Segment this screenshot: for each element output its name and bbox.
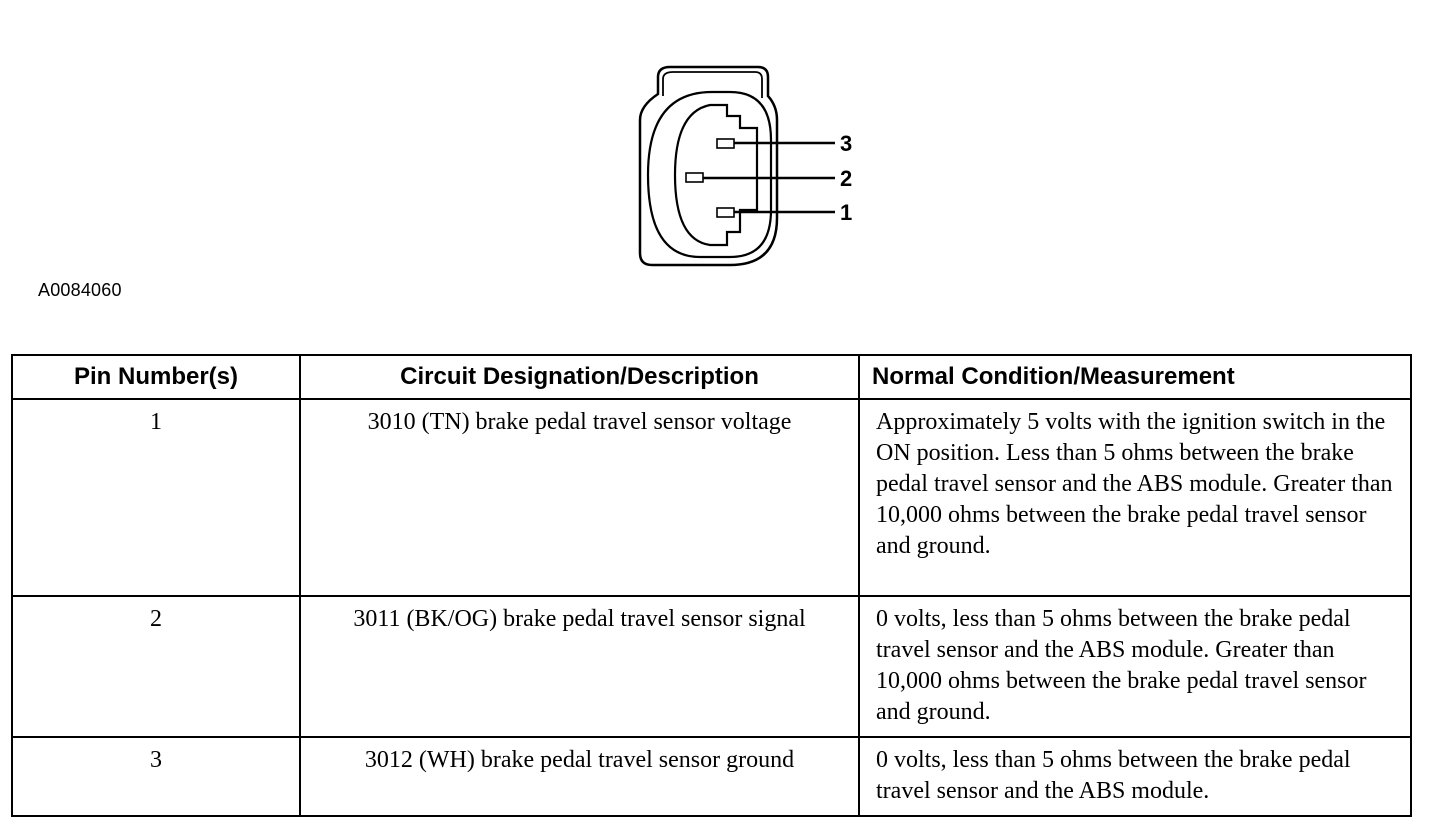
- pin-3-terminal: [717, 139, 734, 148]
- measurement-cell: 0 volts, less than 5 ohms between the brake pedal travel sensor and the ABS module.: [859, 737, 1411, 816]
- header-circuit-designation: Circuit Designation/Description: [300, 355, 859, 399]
- measurement-cell: 0 volts, less than 5 ohms between the brake pedal travel sensor and the ABS module. Greater than 10,000 ohms between the brake pedal travel sensor and ground.: [859, 596, 1411, 737]
- pin-2-label: 2: [840, 166, 853, 191]
- pin-number-cell: 3: [12, 737, 300, 816]
- pinout-table: [11, 354, 1412, 817]
- table-row: [12, 399, 1411, 596]
- pin-number-cell: 1: [12, 399, 300, 596]
- measurement-cell: Approximately 5 volts with the ignition switch in the ON position. Less than 5 ohms between the brake pedal travel sensor and the ABS module. Greater than 10,000 ohms between the brake pedal travel sensor and ground.: [859, 399, 1411, 596]
- circuit-cell: 3011 (BK/OG) brake pedal travel sensor signal: [300, 596, 859, 737]
- pin-2-terminal: [686, 173, 703, 182]
- connector-latch-line: [663, 72, 673, 96]
- connector-cavity-outer: [648, 92, 771, 257]
- connector-diagram: [630, 60, 870, 275]
- figure-id: A0084060: [38, 280, 122, 300]
- table-row: [12, 737, 1411, 816]
- table-header-row: [12, 355, 1411, 399]
- pin-1-label: 1: [840, 200, 853, 225]
- header-pin-number: Pin Number(s): [12, 355, 300, 399]
- pin-1-terminal: [717, 208, 734, 217]
- circuit-cell: 3010 (TN) brake pedal travel sensor voltage: [300, 399, 859, 596]
- connector-drawing: [630, 60, 870, 275]
- pin-number-cell: 2: [12, 596, 300, 737]
- table-row: [12, 596, 1411, 737]
- circuit-cell: 3012 (WH) brake pedal travel sensor ground: [300, 737, 859, 816]
- header-normal-condition: Normal Condition/Measurement: [859, 355, 1411, 399]
- pin-3-label: 3: [840, 131, 853, 156]
